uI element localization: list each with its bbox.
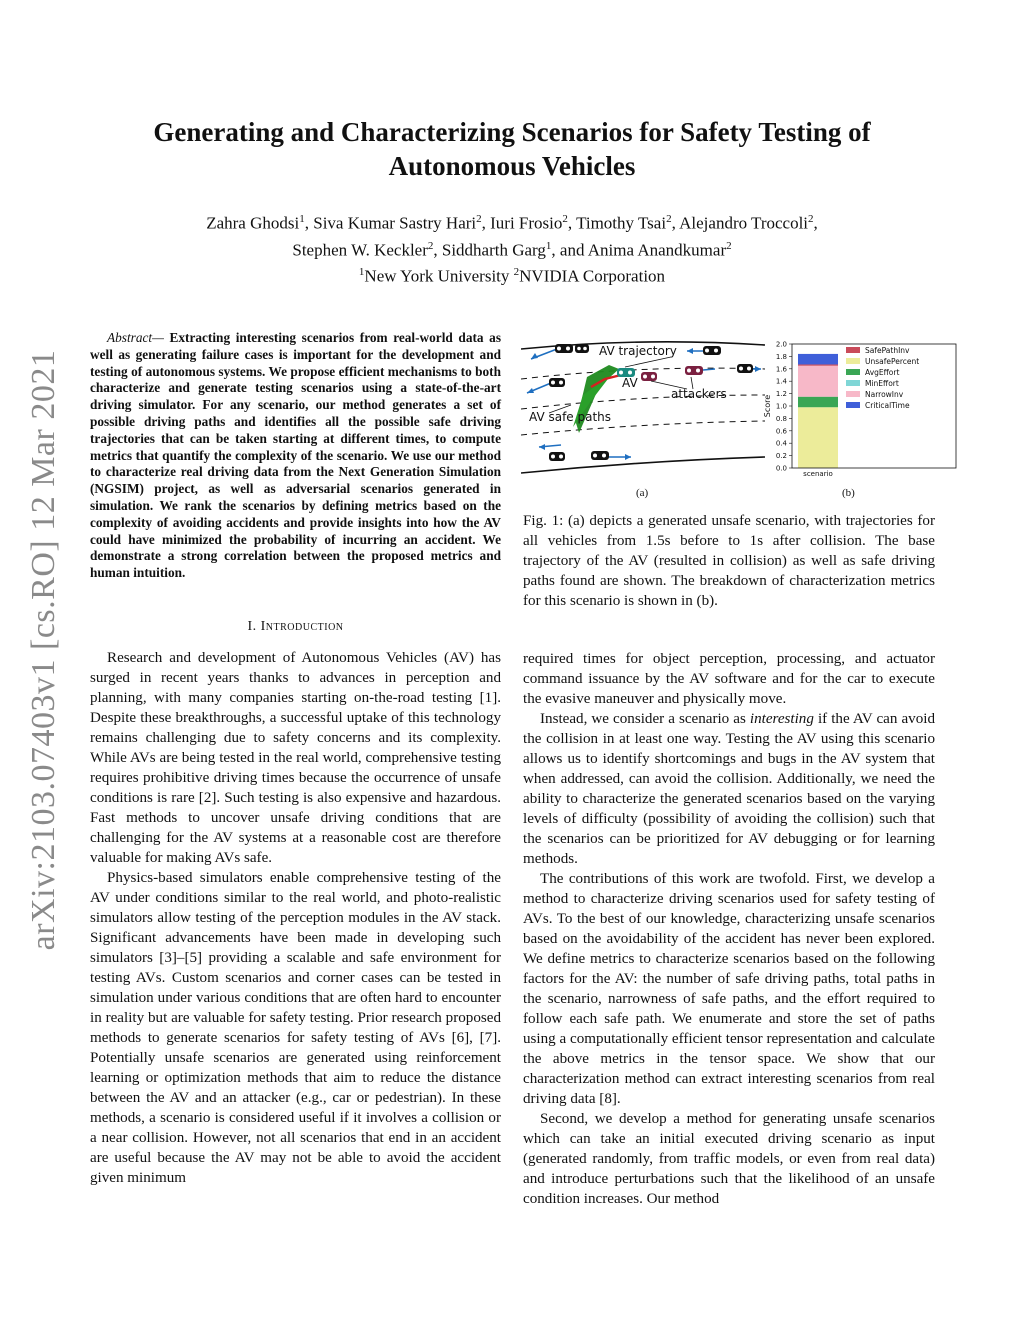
legend-swatch [846, 402, 860, 408]
car-icon [591, 451, 609, 460]
author: Anima Anandkumar [587, 240, 727, 260]
label-safe-paths: AV safe paths [529, 410, 612, 424]
legend-swatch [846, 380, 860, 386]
paragraph: Physics-based simulators enable comprehensive testing of the AV under conditions similar to the real world, and photo-realistic simulators allow testing of the perception modules in the AV stack. Significant advancements have been made in developing such simulators [3]–[5] providing a scalable and safe environment for testing AVs. Custom scenarios and corner cases can be tested in simulation under various conditions that are often hard to encounter in reality but are valuable for safety testing. Prior research proposed methods to generate scenarios for safety testing of AVs [6], [7]. Potentially unsafe scenarios are generated using reinforcement learning or optimization methods that aim to reduce the distance between the AV and an attacker (e.g., car or pedestrian). In these methods, a scenario is considered useful if it involves a collision or a near collision. However, not all scenarios that end in an accident are useful because the AV may not be able to avoid the accident given minimum [90, 870, 501, 1186]
author: Zahra Ghodsi [206, 213, 300, 233]
figure-panel-a [521, 335, 765, 481]
legend-label: AvgEffort [865, 368, 900, 377]
author: Siva Kumar Sastry Hari [313, 213, 477, 233]
arxiv-sidebar-stamp [22, 340, 66, 960]
y-tick-label: 0.2 [775, 452, 787, 461]
label-av: AV [622, 376, 638, 390]
subfigure-label-a: (a) [636, 487, 649, 499]
y-tick-label: 1.2 [775, 390, 787, 399]
x-category-label: scenario [803, 470, 833, 478]
y-tick-label: 2.0 [775, 340, 787, 349]
car-icon [737, 364, 753, 373]
legend-swatch [846, 347, 860, 353]
right-column-body [523, 649, 935, 1209]
section-heading: I. Introduction [247, 619, 344, 634]
legend-swatch [846, 391, 860, 397]
legend-swatch [846, 358, 860, 364]
abstract-text: Extracting interesting scenarios from real-world data as well as generating failure cases is important for the development and testing of autonomous systems. We propose efficient mechanisms to both characterize and generate testing scenarios using a state-of-the-art driving simulator. For any scenario, our method generates a set of possible driving paths and identifies all the possible safe driving trajectories that can be taken starting at different times, to compute metrics that quantify the complexity of the scenario. We use our method to characterize real driving data from the Next Generation Simulation (NGSIM) project, as well as adversarial scenarios generated in simulation. We rank the scenarios by defining metrics based on the complexity of avoiding accidents and provide insights into how the AV could have minimized the probability of incurring an accident. We demonstrate a strong correlation between the proposed metrics and human intuition. [90, 330, 501, 581]
paragraph: Research and development of Autonomous Vehicles (AV) has surged in recent years thanks to advances in perception and planning, with many companies starting on-the-road testing [1]. Despite these breakthroughs, a successful uptake of this technology remains challenging due to safety concerns and its complexity. While AVs are being tested in the real world, comprehensive testing requires prohibitive driving times because the occurrence of unsafe conditions is rare [2]. Such testing is also expensive and hazardous. Fast methods to uncover unsafe driving conditions that are challenging for the AV systems at a reasonable cost are therefore valuable for making AVs safe. [90, 650, 501, 866]
left-column-body [90, 648, 501, 1188]
authors-line-2: Stephen W. Keckler$^2$, Siddharth Garg$^1$, and Anima Anandkumar$^2$ [292, 239, 732, 260]
label-attackers: attackers [671, 387, 727, 401]
y-tick-label: 0.4 [775, 439, 787, 448]
paragraph: required times for object perception, processing, and actuator command issuance by the AV software and for the car to execute the evasive maneuver and physically move. [523, 651, 935, 707]
author: Iuri Frosio [490, 213, 563, 233]
bar-segment-avgeffort [798, 397, 838, 408]
legend-label: UnsafePercent [865, 357, 920, 366]
legend-swatch [846, 369, 860, 375]
attacker-car-icon [685, 366, 703, 375]
legend-label: MinEffort [865, 379, 899, 388]
attacker-car-icon [641, 372, 657, 381]
car-icon [549, 378, 565, 387]
affiliation: New York University [364, 266, 510, 286]
y-tick-label: 0.6 [775, 427, 787, 436]
abstract-label: Abstract [107, 330, 153, 345]
author: Alejandro Troccoli [679, 213, 809, 233]
y-tick-label: 1.8 [775, 352, 787, 361]
authors-line-1: Zahra Ghodsi$^1$, Siva Kumar Sastry Hari$^2$, Iuri Frosio$^2$, Timothy Tsai$^2$, Alejandro Troccoli$^2$, [206, 213, 818, 233]
legend-label: SafePathInv [865, 346, 910, 355]
y-tick-label: 1.0 [775, 402, 787, 411]
y-tick-label: 1.6 [775, 365, 787, 374]
paragraph: Second, we develop a method for generating unsafe scenarios which can take an initial executed driving scenario as input (generated randomly, from traffic models, or even from real data) and introduce perturbations such that the likelihood of an unsafe condition increases. Our method [523, 1111, 935, 1207]
car-icon [555, 344, 573, 353]
legend-label: NarrowInv [865, 390, 904, 399]
y-tick-label: 0.8 [775, 414, 787, 423]
author: Timothy Tsai [576, 213, 667, 233]
bar-segment-safepathinv [798, 364, 838, 365]
subfigure-label-b: (b) [842, 487, 855, 499]
bar-segment-narrowinv [798, 366, 838, 397]
car-icon [703, 346, 721, 355]
figure-panel-b-chart [760, 338, 960, 480]
paragraph: Instead, we consider a scenario as interesting if the AV can avoid the collision in at least one way. Testing the AV using this scenario allows us to identify shortcomings and bugs in the AV system that when addressed, can avoid the collision. Additionally, we need the ability to characterize the generated scenarios based on the varying levels of difficulty (possibility of avoiding the collision) such that the scenarios can be prioritized for AV debugging or for learning methods. [523, 711, 935, 867]
label-av-trajectory: AV trajectory [599, 344, 677, 358]
legend-label: CriticalTime [865, 401, 910, 410]
bar-segment-criticaltime [798, 354, 838, 365]
y-tick-label: 0.0 [775, 464, 787, 473]
arxiv-id: arXiv:2103.07403v1 [cs.RO] 12 Mar 2021 [25, 349, 62, 951]
affiliations: $^1$New York University $^2$NVIDIA Corporation [358, 266, 666, 286]
author: Stephen W. Keckler [292, 240, 428, 260]
abstract: Abstract— Extracting interesting scenarios from real-world data as well as generating failure cases is important for the development and testing of autonomous systems. We propose efficient mechanisms to both characterize and generate testing scenarios using a state-of-the-art driving simulator. For any scenario, our method generates a set of possible driving paths and identifies all the possible safe driving trajectories that can be taken starting at different times, to compute metrics that quantify the complexity of the scenario. We use our method to characterize real driving data from the Next Generation Simulation (NGSIM) project, as well as adversarial scenarios generated in simulation. We rank the scenarios by defining metrics based on the complexity of avoiding accidents and provide insights into how the AV could have minimized the probability of incurring an accident. We demonstrate a strong correlation between the proposed metrics and human intuition. [90, 330, 501, 581]
paragraph: The contributions of this work are twofold. First, we develop a method to characterize driving scenarios used for safety testing of AVs. To the best of our knowledge, characterizing unsafe scenarios based on the avoidability of the accident has never been explored. We define metrics to characterize scenarios based on the following factors for the AV: the number of safe driving paths, total paths in the scenario, narrowness of safe paths, and the effort required to follow each safe path. We enumerate and store the set of paths using a computationally efficient tensor representation and calculate the above metrics in the tensor space. We show that our characterization method can extract interesting scenarios from real driving data [8]. [523, 871, 935, 1107]
author: Siddharth Garg [441, 240, 546, 260]
bar-segment-unsafepercent [798, 407, 838, 468]
authors-block [110, 208, 914, 288]
section-title: Introduction [260, 619, 344, 634]
car-icon [549, 452, 565, 461]
figure-caption: Fig. 1: (a) depicts a generated unsafe scenario, with trajectories for all vehicles from 1.5s before to 1s after collision. The base trajectory of the AV (resulted in collision) as well as safe driving paths found are shown. The breakdown of characterization metrics for this scenario is shown in (b). [523, 513, 935, 609]
affiliation: NVIDIA Corporation [519, 266, 666, 286]
paper-title: Generating and Characterizing Scenarios for Safety Testing of Autonomous Vehicles [153, 117, 871, 181]
y-tick-label: 1.4 [775, 377, 787, 386]
car-icon [575, 344, 589, 353]
y-axis-label: Score [763, 394, 772, 418]
